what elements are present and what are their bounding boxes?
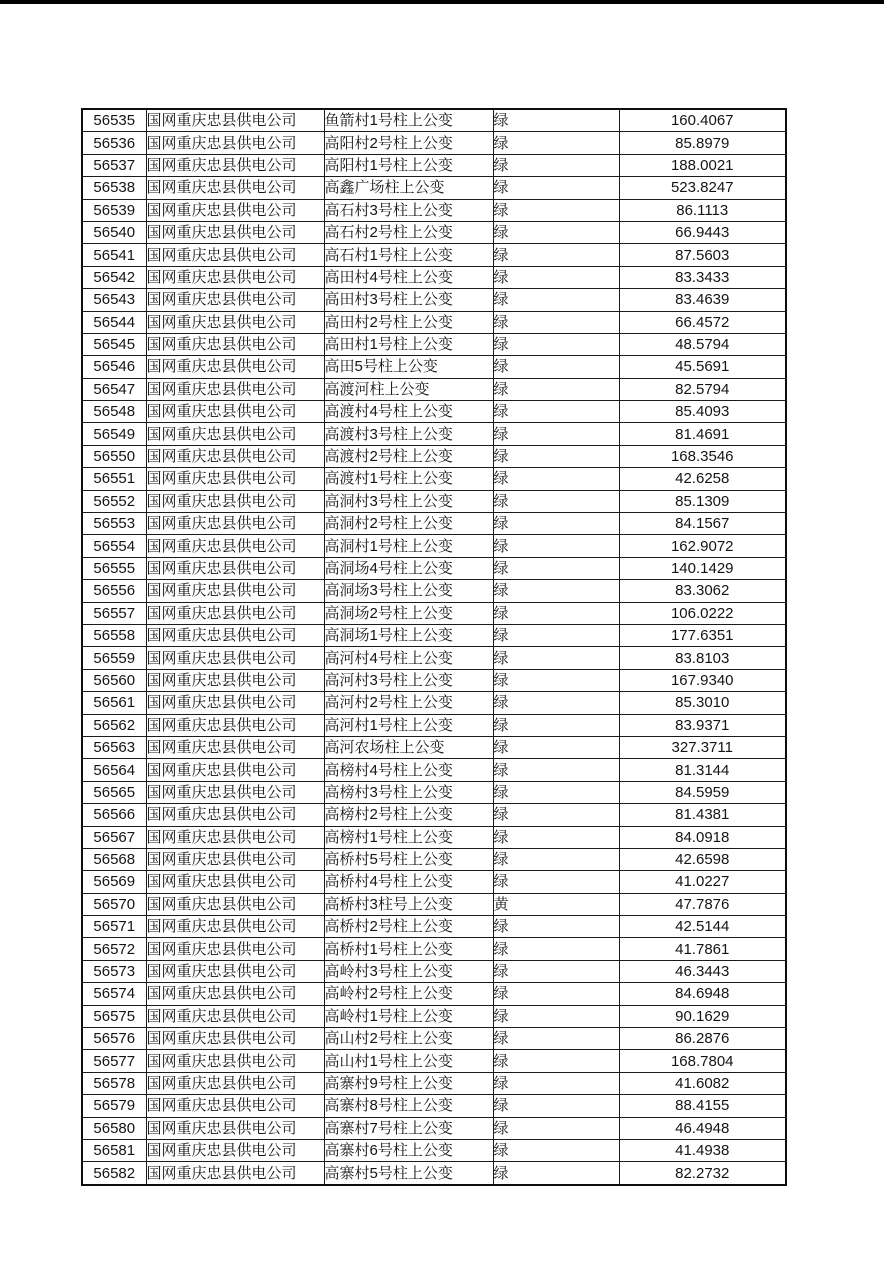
table-row [82,1162,786,1185]
cell-value: 42.5144 [619,916,786,938]
cell-value: 162.9072 [619,535,786,557]
cell-company: 国网重庆忠县供电公司 [146,938,324,960]
cell-status: 绿 [493,1050,619,1072]
cell-company: 国网重庆忠县供电公司 [146,266,324,288]
cell-transformer-name: 高榜村3号柱上公变 [324,781,493,803]
cell-status: 绿 [493,1117,619,1139]
cell-company: 国网重庆忠县供电公司 [146,916,324,938]
cell-status: 绿 [493,580,619,602]
cell-transformer-name: 高洞场3号柱上公变 [324,580,493,602]
cell-company: 国网重庆忠县供电公司 [146,848,324,870]
cell-serial-number: 56582 [82,1162,146,1185]
cell-status: 绿 [493,1072,619,1094]
cell-transformer-name: 高鑫广场柱上公变 [324,177,493,199]
cell-value: 45.5691 [619,356,786,378]
cell-value: 86.2876 [619,1028,786,1050]
table-row [82,916,786,938]
cell-company: 国网重庆忠县供电公司 [146,221,324,243]
cell-company: 国网重庆忠县供电公司 [146,826,324,848]
cell-value: 46.3443 [619,960,786,982]
cell-serial-number: 56548 [82,401,146,423]
table-row [82,1117,786,1139]
table-row [82,736,786,758]
cell-company: 国网重庆忠县供电公司 [146,333,324,355]
cell-serial-number: 56560 [82,669,146,691]
table-row [82,871,786,893]
cell-transformer-name: 高桥村3柱号上公变 [324,893,493,915]
table-row [82,826,786,848]
transformer-table [81,108,787,1186]
cell-company: 国网重庆忠县供电公司 [146,983,324,1005]
cell-status: 绿 [493,960,619,982]
cell-status: 绿 [493,132,619,154]
cell-transformer-name: 高石村2号柱上公变 [324,221,493,243]
cell-transformer-name: 高河村2号柱上公变 [324,692,493,714]
cell-value: 47.7876 [619,893,786,915]
table-row [82,983,786,1005]
table-row [82,423,786,445]
cell-serial-number: 56539 [82,199,146,221]
table-row [82,445,786,467]
cell-transformer-name: 高桥村4号柱上公变 [324,871,493,893]
cell-transformer-name: 高寨村5号柱上公变 [324,1162,493,1185]
cell-company: 国网重庆忠县供电公司 [146,423,324,445]
cell-status: 黄 [493,893,619,915]
cell-serial-number: 56547 [82,378,146,400]
cell-value: 42.6598 [619,848,786,870]
cell-transformer-name: 高洞村2号柱上公变 [324,513,493,535]
cell-status: 绿 [493,1095,619,1117]
cell-value: 84.5959 [619,781,786,803]
cell-transformer-name: 高洞场4号柱上公变 [324,557,493,579]
table-row [82,535,786,557]
cell-transformer-name: 高山村2号柱上公变 [324,1028,493,1050]
cell-status: 绿 [493,1162,619,1185]
cell-value: 42.6258 [619,468,786,490]
cell-value: 85.8979 [619,132,786,154]
cell-value: 84.1567 [619,513,786,535]
cell-value: 81.4691 [619,423,786,445]
cell-value: 168.3546 [619,445,786,467]
cell-status: 绿 [493,490,619,512]
cell-serial-number: 56572 [82,938,146,960]
cell-status: 绿 [493,109,619,132]
cell-status: 绿 [493,736,619,758]
table-row [82,199,786,221]
cell-serial-number: 56578 [82,1072,146,1094]
cell-value: 82.2732 [619,1162,786,1185]
cell-status: 绿 [493,602,619,624]
cell-value: 41.4938 [619,1139,786,1161]
cell-status: 绿 [493,266,619,288]
cell-transformer-name: 高阳村2号柱上公变 [324,132,493,154]
cell-value: 140.1429 [619,557,786,579]
table-row [82,311,786,333]
cell-serial-number: 56579 [82,1095,146,1117]
table-row [82,109,786,132]
cell-transformer-name: 高河村4号柱上公变 [324,647,493,669]
cell-transformer-name: 高洞场2号柱上公变 [324,602,493,624]
cell-transformer-name: 高榜村4号柱上公变 [324,759,493,781]
cell-serial-number: 56564 [82,759,146,781]
table-row [82,154,786,176]
cell-transformer-name: 鱼箭村1号柱上公变 [324,109,493,132]
cell-serial-number: 56549 [82,423,146,445]
cell-company: 国网重庆忠县供电公司 [146,647,324,669]
cell-value: 81.3144 [619,759,786,781]
cell-value: 160.4067 [619,109,786,132]
cell-company: 国网重庆忠县供电公司 [146,736,324,758]
cell-status: 绿 [493,557,619,579]
cell-status: 绿 [493,244,619,266]
table-row [82,490,786,512]
cell-company: 国网重庆忠县供电公司 [146,1117,324,1139]
cell-serial-number: 56554 [82,535,146,557]
table-row [82,714,786,736]
cell-serial-number: 56542 [82,266,146,288]
cell-serial-number: 56543 [82,289,146,311]
cell-value: 46.4948 [619,1117,786,1139]
cell-value: 83.3433 [619,266,786,288]
cell-company: 国网重庆忠县供电公司 [146,624,324,646]
cell-transformer-name: 高寨村9号柱上公变 [324,1072,493,1094]
table-row [82,1028,786,1050]
table-row [82,781,786,803]
cell-company: 国网重庆忠县供电公司 [146,602,324,624]
cell-company: 国网重庆忠县供电公司 [146,289,324,311]
cell-transformer-name: 高田村4号柱上公变 [324,266,493,288]
cell-company: 国网重庆忠县供电公司 [146,535,324,557]
cell-status: 绿 [493,916,619,938]
cell-company: 国网重庆忠县供电公司 [146,893,324,915]
table-row [82,848,786,870]
cell-serial-number: 56565 [82,781,146,803]
cell-serial-number: 56559 [82,647,146,669]
cell-value: 41.6082 [619,1072,786,1094]
table-row [82,1095,786,1117]
cell-company: 国网重庆忠县供电公司 [146,154,324,176]
cell-serial-number: 56544 [82,311,146,333]
cell-value: 66.4572 [619,311,786,333]
cell-value: 167.9340 [619,669,786,691]
table-row [82,669,786,691]
table-row [82,1072,786,1094]
cell-value: 84.6948 [619,983,786,1005]
cell-value: 177.6351 [619,624,786,646]
cell-serial-number: 56581 [82,1139,146,1161]
cell-company: 国网重庆忠县供电公司 [146,311,324,333]
cell-company: 国网重庆忠县供电公司 [146,356,324,378]
cell-status: 绿 [493,714,619,736]
table-row [82,692,786,714]
cell-status: 绿 [493,401,619,423]
cell-company: 国网重庆忠县供电公司 [146,1028,324,1050]
cell-status: 绿 [493,669,619,691]
cell-transformer-name: 高岭村2号柱上公变 [324,983,493,1005]
cell-status: 绿 [493,356,619,378]
cell-serial-number: 56570 [82,893,146,915]
cell-serial-number: 56576 [82,1028,146,1050]
cell-value: 81.4381 [619,804,786,826]
cell-serial-number: 56557 [82,602,146,624]
table-row [82,557,786,579]
cell-transformer-name: 高岭村1号柱上公变 [324,1005,493,1027]
cell-value: 66.9443 [619,221,786,243]
cell-value: 85.4093 [619,401,786,423]
cell-status: 绿 [493,154,619,176]
cell-company: 国网重庆忠县供电公司 [146,580,324,602]
cell-company: 国网重庆忠县供电公司 [146,401,324,423]
cell-transformer-name: 高渡村3号柱上公变 [324,423,493,445]
table-row [82,333,786,355]
cell-transformer-name: 高榜村1号柱上公变 [324,826,493,848]
cell-transformer-name: 高渡河柱上公变 [324,378,493,400]
cell-status: 绿 [493,311,619,333]
table-row [82,378,786,400]
cell-status: 绿 [493,535,619,557]
table-row [82,513,786,535]
cell-transformer-name: 高河农场柱上公变 [324,736,493,758]
cell-status: 绿 [493,1005,619,1027]
cell-transformer-name: 高榜村2号柱上公变 [324,804,493,826]
cell-status: 绿 [493,378,619,400]
cell-transformer-name: 高寨村6号柱上公变 [324,1139,493,1161]
cell-status: 绿 [493,938,619,960]
cell-serial-number: 56571 [82,916,146,938]
cell-company: 国网重庆忠县供电公司 [146,490,324,512]
cell-status: 绿 [493,289,619,311]
cell-transformer-name: 高石村1号柱上公变 [324,244,493,266]
cell-company: 国网重庆忠县供电公司 [146,1139,324,1161]
cell-status: 绿 [493,1139,619,1161]
cell-transformer-name: 高田村1号柱上公变 [324,333,493,355]
cell-serial-number: 56580 [82,1117,146,1139]
cell-company: 国网重庆忠县供电公司 [146,468,324,490]
cell-status: 绿 [493,759,619,781]
cell-company: 国网重庆忠县供电公司 [146,759,324,781]
cell-value: 106.0222 [619,602,786,624]
cell-transformer-name: 高田村2号柱上公变 [324,311,493,333]
cell-value: 83.8103 [619,647,786,669]
cell-value: 85.3010 [619,692,786,714]
table-row [82,804,786,826]
cell-value: 83.3062 [619,580,786,602]
cell-value: 85.1309 [619,490,786,512]
cell-company: 国网重庆忠县供电公司 [146,109,324,132]
cell-status: 绿 [493,826,619,848]
cell-company: 国网重庆忠县供电公司 [146,804,324,826]
cell-serial-number: 56556 [82,580,146,602]
cell-status: 绿 [493,1028,619,1050]
cell-value: 84.0918 [619,826,786,848]
table-row [82,602,786,624]
cell-company: 国网重庆忠县供电公司 [146,714,324,736]
cell-company: 国网重庆忠县供电公司 [146,177,324,199]
cell-serial-number: 56563 [82,736,146,758]
cell-company: 国网重庆忠县供电公司 [146,445,324,467]
table-row [82,177,786,199]
cell-company: 国网重庆忠县供电公司 [146,378,324,400]
table-row [82,401,786,423]
cell-serial-number: 56537 [82,154,146,176]
cell-company: 国网重庆忠县供电公司 [146,132,324,154]
cell-serial-number: 56538 [82,177,146,199]
cell-value: 86.1113 [619,199,786,221]
cell-serial-number: 56561 [82,692,146,714]
cell-company: 国网重庆忠县供电公司 [146,1005,324,1027]
cell-company: 国网重庆忠县供电公司 [146,1072,324,1094]
cell-status: 绿 [493,221,619,243]
cell-serial-number: 56540 [82,221,146,243]
cell-status: 绿 [493,177,619,199]
cell-company: 国网重庆忠县供电公司 [146,513,324,535]
table-row [82,1139,786,1161]
cell-value: 41.7861 [619,938,786,960]
cell-value: 188.0021 [619,154,786,176]
cell-value: 168.7804 [619,1050,786,1072]
cell-transformer-name: 高河村1号柱上公变 [324,714,493,736]
cell-company: 国网重庆忠县供电公司 [146,871,324,893]
cell-transformer-name: 高岭村3号柱上公变 [324,960,493,982]
cell-company: 国网重庆忠县供电公司 [146,692,324,714]
cell-transformer-name: 高渡村4号柱上公变 [324,401,493,423]
cell-company: 国网重庆忠县供电公司 [146,1095,324,1117]
cell-company: 国网重庆忠县供电公司 [146,669,324,691]
cell-value: 83.4639 [619,289,786,311]
cell-status: 绿 [493,848,619,870]
table-row [82,893,786,915]
cell-transformer-name: 高寨村7号柱上公变 [324,1117,493,1139]
cell-transformer-name: 高阳村1号柱上公变 [324,154,493,176]
cell-value: 82.5794 [619,378,786,400]
cell-status: 绿 [493,199,619,221]
cell-status: 绿 [493,647,619,669]
cell-serial-number: 56574 [82,983,146,1005]
cell-serial-number: 56575 [82,1005,146,1027]
cell-status: 绿 [493,804,619,826]
scan-artifact-top-bar [0,0,884,4]
cell-status: 绿 [493,468,619,490]
cell-transformer-name: 高渡村2号柱上公变 [324,445,493,467]
cell-company: 国网重庆忠县供电公司 [146,781,324,803]
table-row [82,1050,786,1072]
cell-serial-number: 56562 [82,714,146,736]
cell-serial-number: 56569 [82,871,146,893]
cell-serial-number: 56577 [82,1050,146,1072]
cell-transformer-name: 高洞场1号柱上公变 [324,624,493,646]
cell-serial-number: 56541 [82,244,146,266]
cell-transformer-name: 高洞村1号柱上公变 [324,535,493,557]
cell-serial-number: 56545 [82,333,146,355]
cell-serial-number: 56558 [82,624,146,646]
cell-company: 国网重庆忠县供电公司 [146,557,324,579]
cell-serial-number: 56552 [82,490,146,512]
cell-serial-number: 56555 [82,557,146,579]
cell-transformer-name: 高田5号柱上公变 [324,356,493,378]
table-row [82,266,786,288]
cell-value: 88.4155 [619,1095,786,1117]
cell-company: 国网重庆忠县供电公司 [146,1050,324,1072]
cell-value: 41.0227 [619,871,786,893]
table-row [82,938,786,960]
table-row [82,221,786,243]
table-row [82,132,786,154]
table-row [82,356,786,378]
cell-transformer-name: 高寨村8号柱上公变 [324,1095,493,1117]
table-row [82,647,786,669]
cell-transformer-name: 高石村3号柱上公变 [324,199,493,221]
cell-status: 绿 [493,445,619,467]
table-row [82,468,786,490]
cell-serial-number: 56568 [82,848,146,870]
cell-status: 绿 [493,871,619,893]
cell-status: 绿 [493,423,619,445]
table-row [82,244,786,266]
transformer-table-body [82,109,786,1185]
cell-value: 327.3711 [619,736,786,758]
cell-serial-number: 56546 [82,356,146,378]
cell-transformer-name: 高田村3号柱上公变 [324,289,493,311]
cell-status: 绿 [493,781,619,803]
cell-company: 国网重庆忠县供电公司 [146,199,324,221]
cell-value: 83.9371 [619,714,786,736]
cell-serial-number: 56551 [82,468,146,490]
cell-status: 绿 [493,692,619,714]
cell-company: 国网重庆忠县供电公司 [146,1162,324,1185]
cell-serial-number: 56536 [82,132,146,154]
cell-serial-number: 56566 [82,804,146,826]
cell-company: 国网重庆忠县供电公司 [146,244,324,266]
cell-serial-number: 56550 [82,445,146,467]
cell-serial-number: 56553 [82,513,146,535]
cell-transformer-name: 高桥村5号柱上公变 [324,848,493,870]
cell-status: 绿 [493,624,619,646]
cell-value: 87.5603 [619,244,786,266]
cell-transformer-name: 高山村1号柱上公变 [324,1050,493,1072]
cell-transformer-name: 高渡村1号柱上公变 [324,468,493,490]
table-row [82,289,786,311]
cell-serial-number: 56535 [82,109,146,132]
table-row [82,960,786,982]
cell-serial-number: 56567 [82,826,146,848]
cell-transformer-name: 高河村3号柱上公变 [324,669,493,691]
cell-value: 90.1629 [619,1005,786,1027]
cell-transformer-name: 高洞村3号柱上公变 [324,490,493,512]
table-row [82,759,786,781]
cell-value: 523.8247 [619,177,786,199]
table-row [82,1005,786,1027]
cell-status: 绿 [493,333,619,355]
table-row [82,580,786,602]
cell-serial-number: 56573 [82,960,146,982]
table-row [82,624,786,646]
cell-transformer-name: 高桥村1号柱上公变 [324,938,493,960]
cell-status: 绿 [493,513,619,535]
cell-status: 绿 [493,983,619,1005]
cell-company: 国网重庆忠县供电公司 [146,960,324,982]
cell-value: 48.5794 [619,333,786,355]
cell-transformer-name: 高桥村2号柱上公变 [324,916,493,938]
